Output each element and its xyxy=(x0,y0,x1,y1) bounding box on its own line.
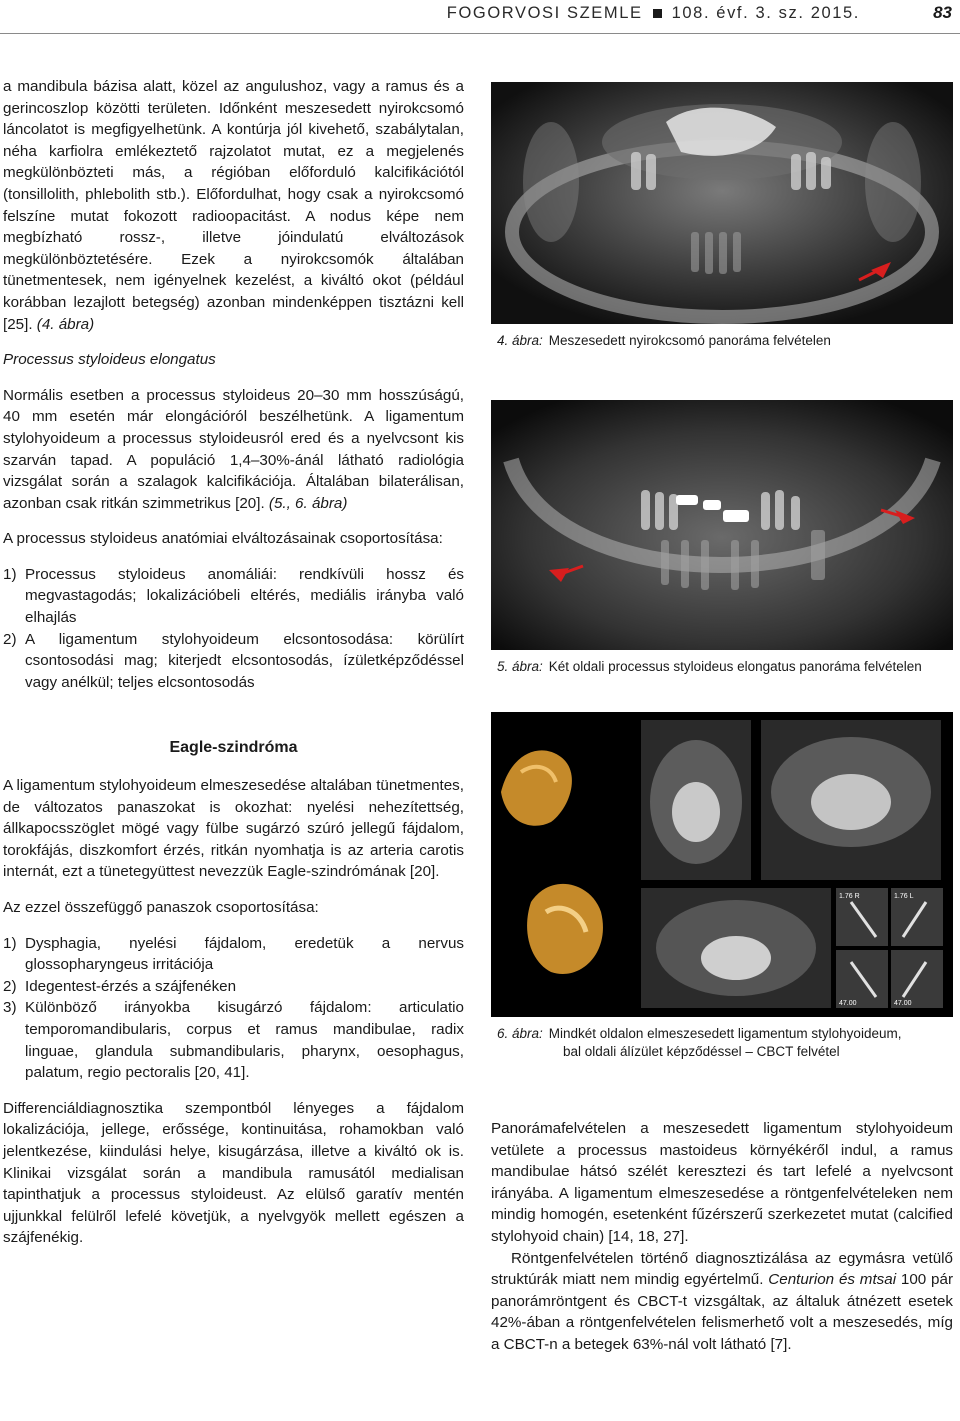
panoramic-xray-image xyxy=(491,82,953,324)
xray-drawing xyxy=(491,82,953,324)
left-column xyxy=(3,76,464,1249)
cbct-label: 47.00 xyxy=(839,1000,857,1007)
author-reference: Centurion és mtsai xyxy=(768,1271,897,1289)
paragraph-lymph-node xyxy=(3,76,464,335)
issue-info: 108. évf. 3. sz. 2015. xyxy=(671,4,860,22)
paragraph-diagnosis: Differenciáldiagnosztika szempontból lényeges a fájdalom lokalizációja, jellege, erőssége, kontinuitása, rohamokban való jelentkezése, kiindulási helye, kisugárzása, illetve a kiváltó ok is. Klinikai vizsgálat során a mandibula ramusától medialisan tapinthatjuk a processus styloideust. Az elülső garatív mentén ujjunkkal felülről lefelé követjük, a nyelvgyök mellett egészen a szájfenékig. xyxy=(3,1099,464,1247)
caption-label: 5. ábra: xyxy=(497,659,543,674)
list-number: 2) xyxy=(3,977,17,995)
list-item xyxy=(3,933,464,976)
figure-caption xyxy=(491,332,953,350)
figure-5 xyxy=(491,400,953,676)
cbct-composite-image xyxy=(491,712,953,1017)
figure-6 xyxy=(491,712,953,1061)
paragraph-text: 100 pár panorámröntgent és CBCT-t vizsgáltak, az általuk átnézett esetek 42%-ában a röntgenfelvételen felismerhető volt a meszesedés, míg a CBCT-n a betegek 63%-nál volt látható [7]. xyxy=(491,1271,954,1353)
journal-name: FOGORVOSI SZEMLE xyxy=(446,4,643,22)
figure-4 xyxy=(491,82,953,350)
list-number: 3) xyxy=(3,999,17,1017)
list-number: 2) xyxy=(3,630,17,648)
caption-text: Két oldali processus styloideus elongatus panoráma felvételen xyxy=(548,659,922,674)
xray-drawing xyxy=(491,400,953,650)
paragraph-eagle: A ligamentum stylohyoideum elmeszesedése altalában tünetmentes, de változatos panaszokat is okozhat: nyelési nehezítettség, állkapocsszöglet mögé vagy fülbe sugárzó szúró jellegű fájdalom, torokfájás, diszkomfort érzés, ritkán nyomhatja is az arteria carotis internát, ezt a tünetegyüttest nevezzük Eagle-szindrómának [20]. xyxy=(3,777,464,881)
cbct-label: 1.76 L xyxy=(894,893,914,900)
figure-caption xyxy=(491,658,953,676)
paragraph-radiograph xyxy=(491,1248,953,1356)
list-text: Idegentest-érzés a szájfenéken xyxy=(25,977,237,995)
cbct-drawing xyxy=(491,712,953,1017)
list-text: Processus styloideus anomáliái: rendkívüli hossz és megvastagodás; lokalizációbeli eltérés, mediális irányba való elhajlás xyxy=(25,565,464,627)
subsection-heading: Processus styloideus elongatus xyxy=(3,351,216,369)
list-item xyxy=(3,564,464,629)
right-column xyxy=(491,1118,953,1356)
cbct-label: 47.00 xyxy=(894,1000,912,1007)
square-bullet-icon xyxy=(653,9,662,18)
list-number: 1) xyxy=(3,565,17,583)
list-number: 1) xyxy=(3,934,17,952)
list-item xyxy=(3,629,464,694)
journal-line xyxy=(447,4,860,23)
running-header xyxy=(0,0,960,34)
paragraph-styloid xyxy=(3,385,464,515)
list-intro: Az ezzel összefüggő panaszok csoportosítása: xyxy=(3,899,319,916)
caption-label: 4. ábra: xyxy=(497,333,543,348)
list-text: Különböző irányokba kisugárzó fájdalom: articulatio temporomandibularis, corpus et ramus mandibulae, radix linguae, glandula submandibularis, pharynx, oesophagus, palatum, regio pectoralis [20, 41]. xyxy=(25,999,464,1082)
paragraph-text: a mandibula bázisa alatt, közel az angulushoz, vagy a ramus és a gerincoszlop közötti területen. Időnként meszesedett nyirokcsomó láncolatot is megfigyelhetünk. A kontúrja jól kivehető, szabálytalan, néha karfiolra emlékeztető rajzolatot mutat, ez a megjelenés megkülönbözteti más, a régióban előforduló kalcifikációtól (tonsillolith, phlebolith stb.). Előfordulhat, hogy csak a nyirokcsomó felszíne mutat fokozott radioopacitást. A nodus képe nem megbízható rossz-, illetve jóindulatú elváltozások megkülönböztetésére. Ezek a nyirokcsomók általában tünetmentesek, nem igényelnek kezelést, a kiváltó okot (például korábban lezajlott betegség) azonban mindenképpen tisztázni kell [25]. xyxy=(3,78,464,333)
anomaly-list xyxy=(3,564,464,694)
list-intro: A processus styloideus anatómiai elváltozásainak csoportosítása: xyxy=(3,530,443,548)
paragraph-text: Röntgenfelvételen történő diagnosztizálása az egymásra vetülő struktúrák miatt nem mindig egyértelmű. xyxy=(491,1249,953,1289)
panoramic-xray-image xyxy=(491,400,953,650)
caption-text: bal oldali álízület képződéssel – CBCT felvétel xyxy=(563,1044,840,1059)
symptom-list xyxy=(3,933,464,1084)
header-rule xyxy=(0,33,960,34)
caption-text: Mindkét oldalon elmeszesedett ligamentum stylohyoideum, xyxy=(548,1026,902,1041)
list-text: Dysphagia, nyelési fájdalom, eredetük a nervus glossopharyngeus irritációja xyxy=(25,934,464,974)
list-item xyxy=(3,976,464,998)
paragraph-panoramic: Panorámafelvételen a meszesedett ligamentum stylohyoideum vetülete a processus mastoideus környékéről indul, a ramus mandibulae hátsó szélét keresztezi és tart lefelé a nyelvcsont irányába. A ligamentum elmeszesedése a röntgenfelvételeken nem mindig homogén, esetenként fűzérszerű szerkezetet mutat (calcified stylohyoid chain) [14, 18, 27]. xyxy=(491,1120,953,1245)
caption-text: Meszesedett nyirokcsomó panoráma felvételen xyxy=(548,333,831,348)
caption-label: 6. ábra: xyxy=(497,1026,543,1041)
figure-caption xyxy=(491,1025,953,1061)
cbct-label: 1.76 R xyxy=(839,893,860,900)
section-heading: Eagle-szindróma xyxy=(169,739,298,757)
figure-reference: (4. ábra) xyxy=(36,315,95,333)
figure-reference: (5., 6. ábra) xyxy=(268,494,348,512)
page-number: 83 xyxy=(933,3,952,22)
list-text: A ligamentum stylohyoideum elcsontosodása: körülírt csontosodási mag; kiterjedt elcsontosodás, ízületképződéssel vagy anélkül; teljes elcsontosodás xyxy=(25,630,464,691)
paragraph-text: Normális esetben a processus styloideus 20–30 mm hosszúságú, 40 mm esetén már elongációról beszélhetünk. A ligamentum stylohyoideum a processus styloideusról ered és a nyelvcsont kis szarván tapad. A populáció 1,4–30%-ánál látható radiológia vizsgálat során a szalagok kalcifikációja. Általában bilaterálisan, azonban csak ritkán szimmetrikus [20]. xyxy=(3,386,464,512)
list-item xyxy=(3,997,464,1083)
